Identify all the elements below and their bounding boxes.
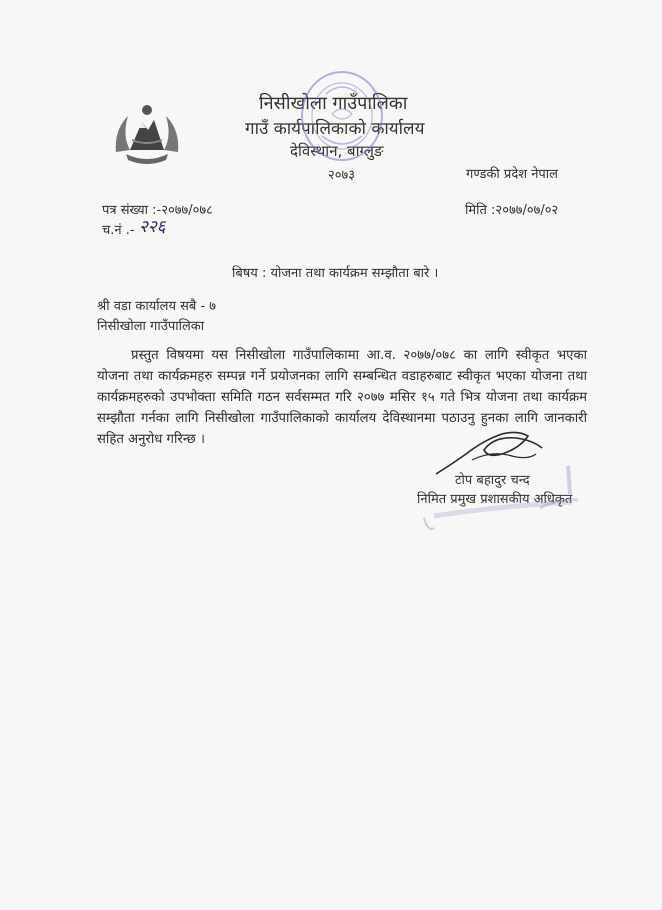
letter-number: पत्र संख्या :-२०७७/०७८	[102, 203, 213, 218]
recipient-line-1: श्री वडा कार्यालय सबै - ७	[97, 299, 217, 314]
nepal-emblem-icon	[108, 100, 186, 170]
office-address: देविस्थान, बाग्लुङ	[290, 142, 384, 160]
recipient-line-2: निसीखोला गाउँपालिका	[97, 319, 205, 334]
office-name: गाउँ कार्यपालिकाको कार्यालय	[245, 119, 425, 139]
header-year: २०७३	[328, 168, 356, 183]
dispatch-number-handwritten: २२६	[139, 217, 166, 237]
letter-body: प्रस्तुत विषयमा यस निसीखोला गाउँपालिकामा आ.व. २०७७/०७८ का लागि स्वीकृत भएका योजना तथा कार्यक्रमहरु सम्पन्न गर्ने प्रयोजनका लागि सम्बन्धित वडाहरुबाट स्वीकृत भएका योजना तथा कार्यक्रमहरुको उपभोक्ता समिति गठन सर्वसम्मत गरि २०७७ मसिर १५ गते भित्र योजना तथा कार्यक्रम सम्झौता गर्नका लागि निसीखोला गाउँपालिकाको कार्यालय देविस्थानमा पठाउनु हुनका लागि जानकारी सहित अनुरोध गरिन्छ ।	[97, 348, 587, 447]
office-stamp-icon	[296, 66, 388, 166]
letter-date: मिति :२०७७/०७/०२	[465, 203, 559, 218]
letter-subject: बिषय : योजना तथा कार्यक्रम सम्झौता बारे ।	[232, 266, 439, 281]
signature-stamp-icon	[420, 458, 590, 538]
org-name: निसीखोला गाउँपालिका	[259, 93, 408, 114]
province-label: गण्डकी प्रदेश नेपाल	[466, 167, 558, 182]
dispatch-prefix: च.नं .-	[102, 223, 135, 238]
signatory-name: टोप बहादुर चन्द	[455, 473, 530, 488]
signatory-title: निमित प्रमुख प्रशासकीय अधिकृत	[417, 492, 573, 507]
